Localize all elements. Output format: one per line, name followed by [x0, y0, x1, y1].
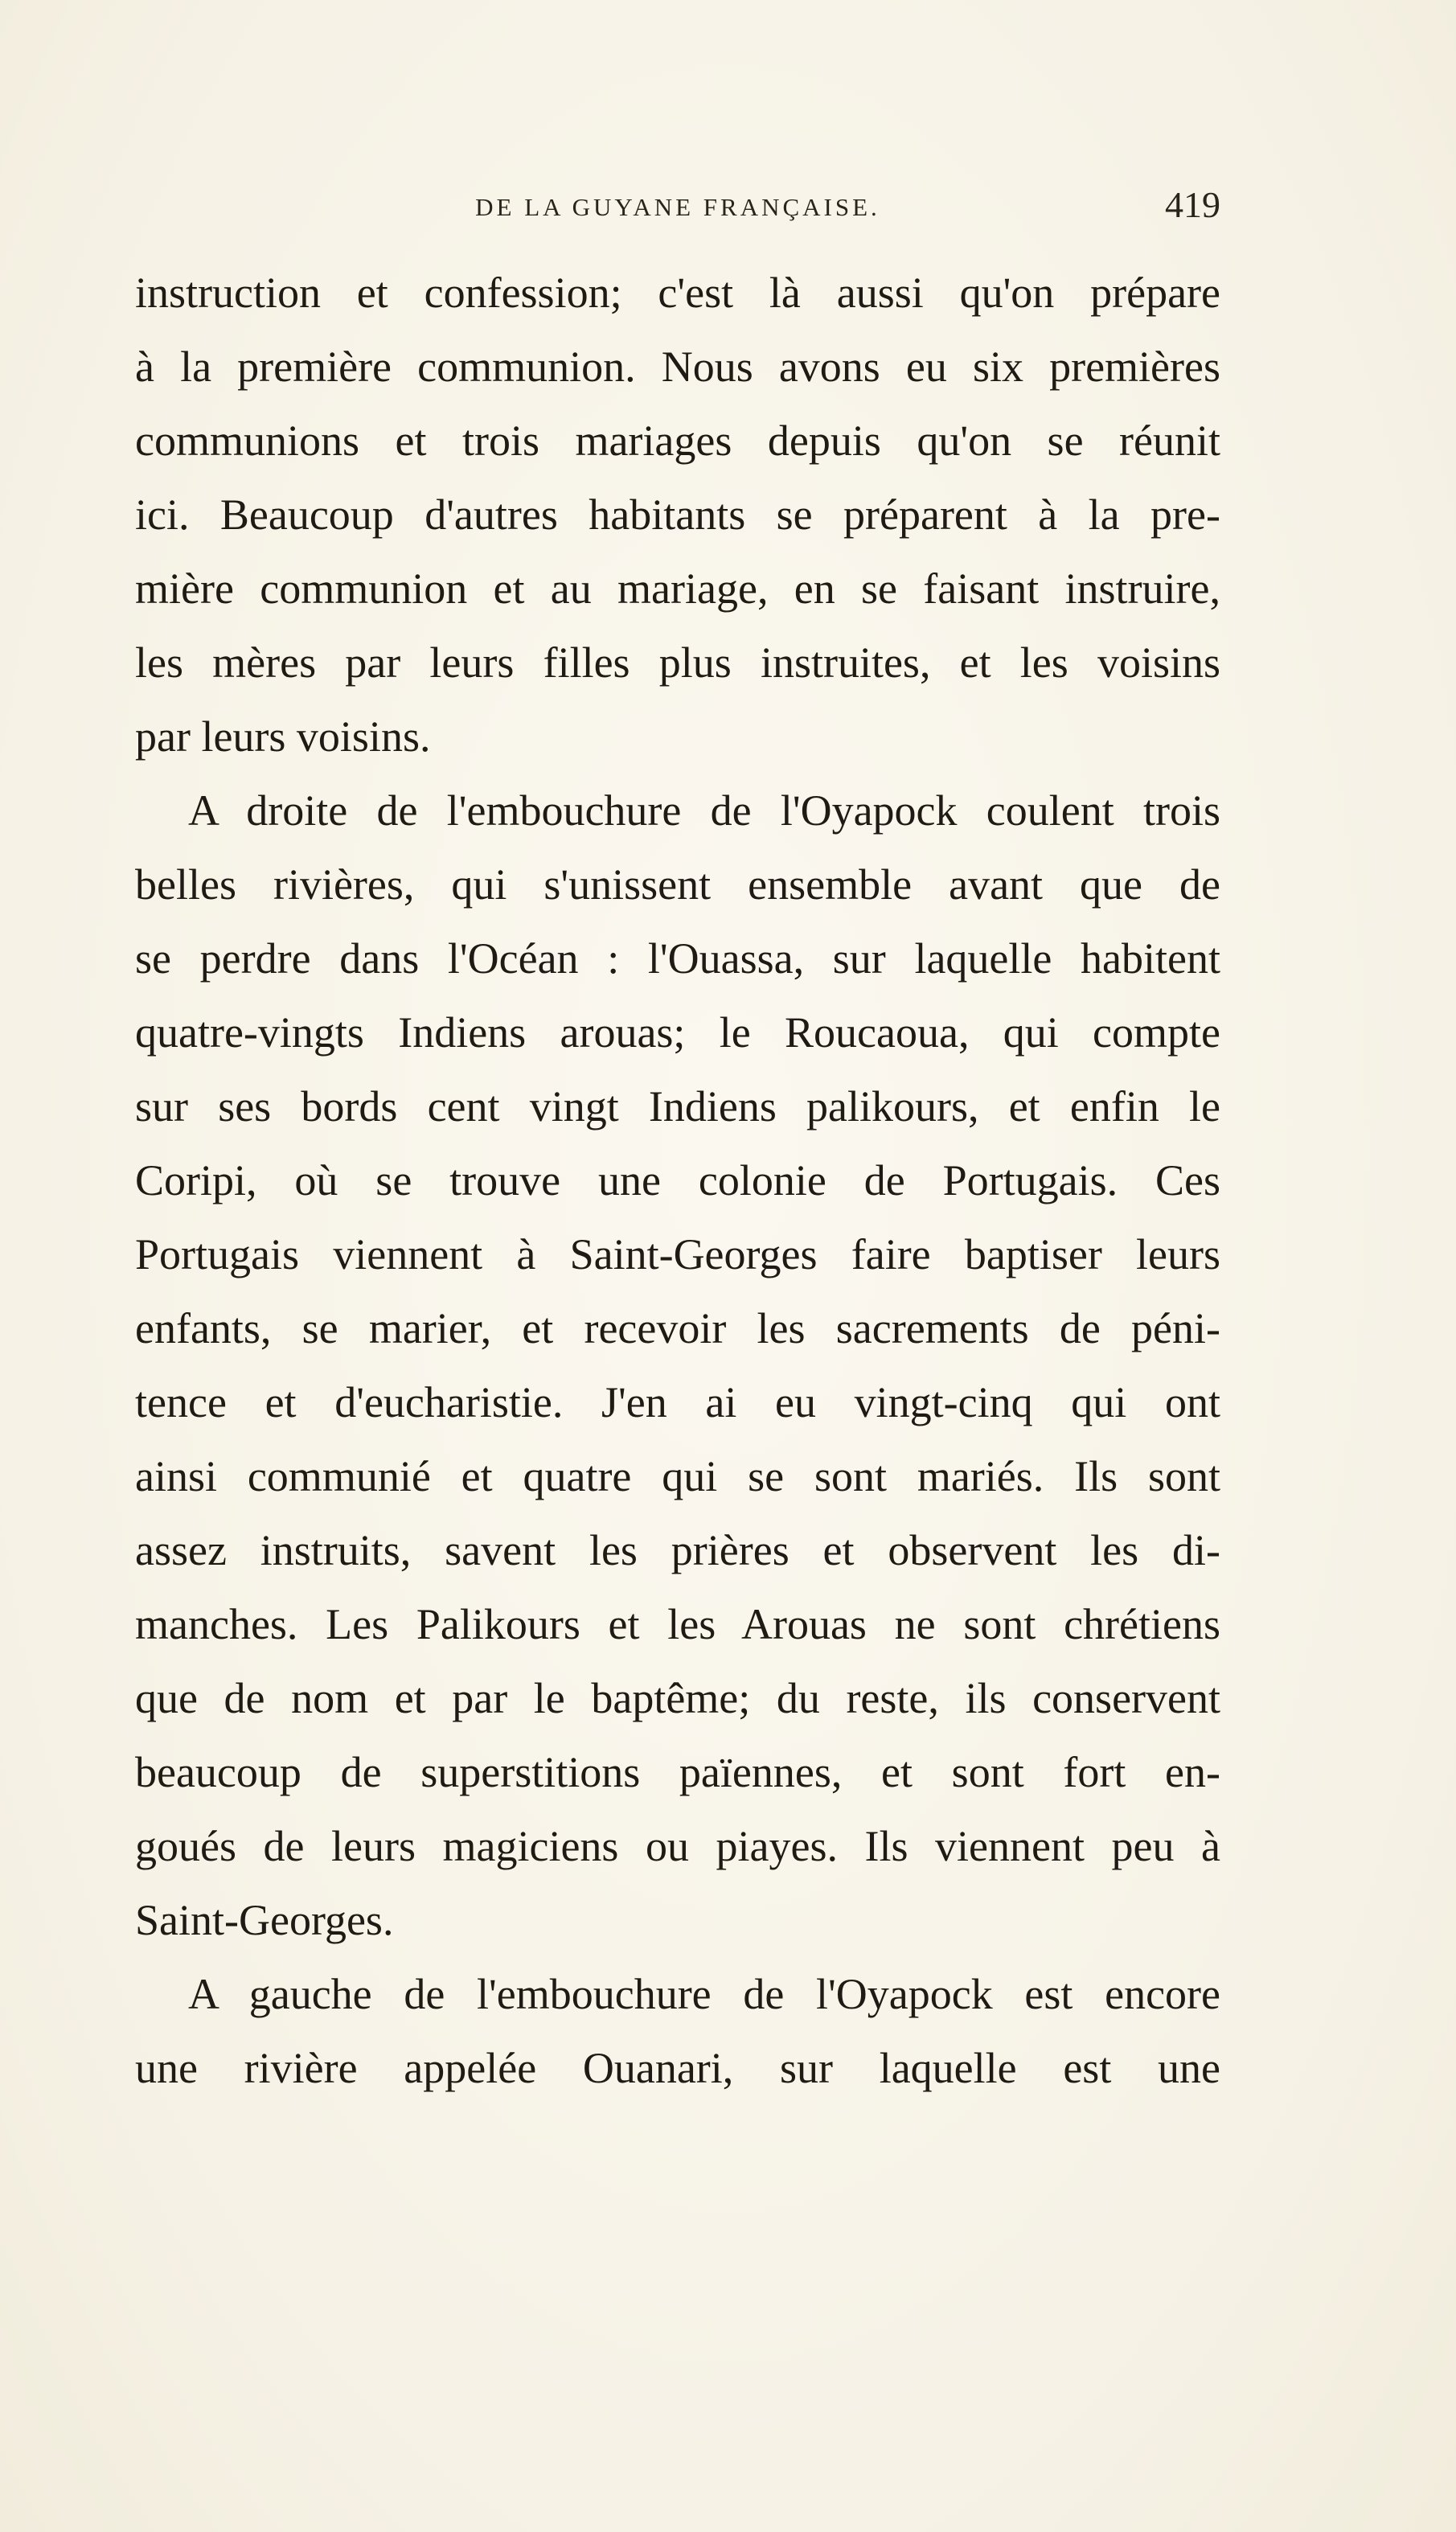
text-line: assez instruits, savent les prières et observent les di-: [135, 1526, 1220, 1574]
text-line: A gauche de l'embouchure de l'Oyapock est encore: [188, 1970, 1220, 2018]
text-line: mière communion et au mariage, en se faisant instruire,: [135, 564, 1220, 613]
text-line: belles rivières, qui s'unissent ensemble avant que de: [135, 860, 1220, 909]
text-line: ainsi communié et quatre qui se sont mariés. Ils sont: [135, 1452, 1220, 1500]
page-header: [135, 183, 1220, 232]
text-line: que de nom et par le baptême; du reste, ils conservent: [135, 1674, 1220, 1722]
text-line: par leurs voisins.: [135, 712, 431, 761]
text-line: enfants, se marier, et recevoir les sacrements de péni-: [135, 1304, 1220, 1352]
text-line: tence et d'eucharistie. J'en ai eu vingt-cinq qui ont: [135, 1378, 1220, 1426]
text-line: beaucoup de superstitions païennes, et sont fort en-: [135, 1748, 1220, 1796]
text-line: Portugais viennent à Saint-Georges faire baptiser leurs: [135, 1230, 1220, 1278]
text-line: se perdre dans l'Océan : l'Ouassa, sur laquelle habitent: [135, 934, 1220, 983]
text-line: Coripi, où se trouve une colonie de Portugais. Ces: [135, 1156, 1220, 1204]
page-number: 419: [1165, 184, 1220, 225]
text-line: Saint-Georges.: [135, 1896, 394, 1944]
body-text: [135, 256, 1220, 2105]
text-line: ici. Beaucoup d'autres habitants se préparent à la pre-: [135, 490, 1220, 539]
text-line: communions et trois mariages depuis qu'on se réunit: [135, 417, 1220, 465]
text-line: quatre-vingts Indiens arouas; le Roucaoua, qui compte: [135, 1008, 1220, 1057]
text-line: goués de leurs magiciens ou piayes. Ils viennent peu à: [135, 1822, 1220, 1870]
text-line: une rivière appelée Ouanari, sur laquelle est une: [135, 2044, 1220, 2092]
text-line: A droite de l'embouchure de l'Oyapock coulent trois: [188, 786, 1220, 835]
text-line: à la première communion. Nous avons eu six premières: [135, 343, 1220, 391]
running-title: DE LA GUYANE FRANÇAISE.: [475, 193, 880, 221]
text-line: manches. Les Palikours et les Arouas ne sont chrétiens: [135, 1600, 1220, 1648]
text-line: les mères par leurs filles plus instruites, et les voisins: [135, 638, 1220, 687]
text-line: instruction et confession; c'est là aussi qu'on prépare: [135, 269, 1220, 317]
text-line: sur ses bords cent vingt Indiens palikours, et enfin le: [135, 1082, 1220, 1131]
